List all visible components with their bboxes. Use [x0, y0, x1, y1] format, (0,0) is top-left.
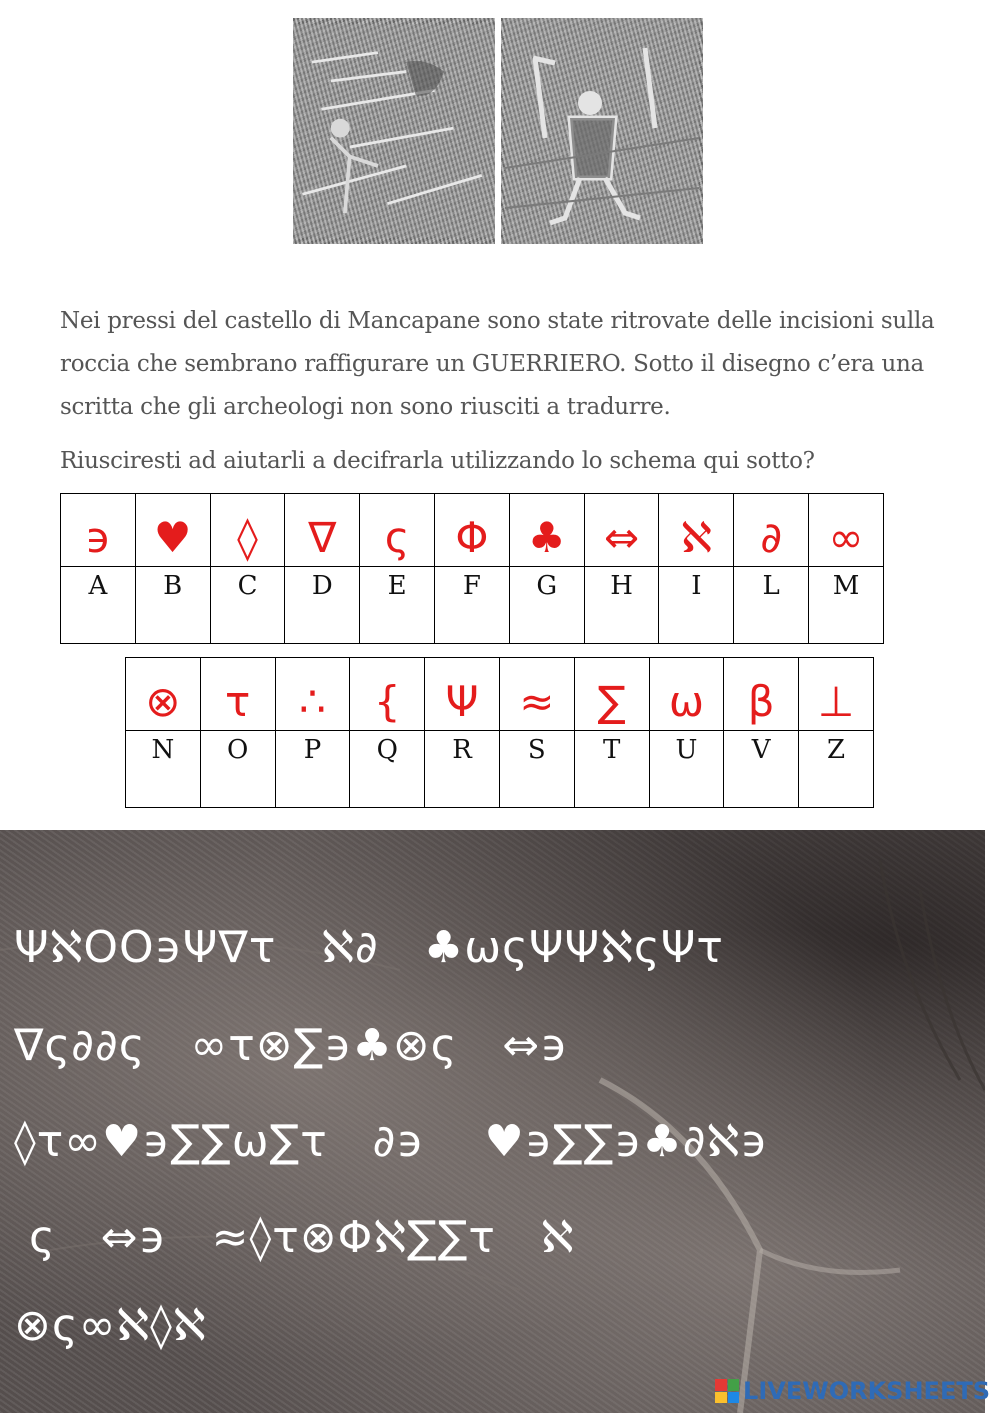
coded-line-1: ΨℵΟΟ϶Ψ∇τ ℵ∂ ♣ωςΨΨℵςΨτ — [14, 922, 724, 973]
cipher-table-n-z — [125, 657, 874, 808]
symbol-c: ◊ — [210, 494, 285, 567]
letter-u: U — [649, 731, 724, 808]
symbol-l: ∂ — [734, 494, 809, 567]
letter-g: G — [509, 567, 584, 644]
symbol-b: ♥ — [135, 494, 210, 567]
symbol-q: { — [350, 658, 425, 731]
symbol-a: ϶ — [61, 494, 136, 567]
symbol-i: ℵ — [659, 494, 734, 567]
rock-engraving-photos — [293, 18, 703, 244]
cipher-table-a-m — [60, 493, 884, 644]
symbol-f: Φ — [434, 494, 509, 567]
symbol-t: ∑ — [574, 658, 649, 731]
warrior-engraving-right-icon — [501, 18, 703, 244]
letter-q: Q — [350, 731, 425, 808]
coded-line-2: ∇ς∂∂ς ∞τ⊗∑϶♣⊗ς ⇔϶ — [14, 1020, 569, 1071]
letter-h: H — [584, 567, 659, 644]
letter-o: O — [200, 731, 275, 808]
symbol-g: ♣ — [509, 494, 584, 567]
letter-t: T — [574, 731, 649, 808]
symbol-r: Ψ — [425, 658, 500, 731]
letter-e: E — [360, 567, 435, 644]
question-text: Riusciresti ad aiutarli a decifrarla utilizzando lo schema qui sotto? — [60, 448, 815, 474]
letter-n: N — [126, 731, 201, 808]
letter-d: D — [285, 567, 360, 644]
letter-s: S — [499, 731, 574, 808]
symbol-o: τ — [200, 658, 275, 731]
letter-z: Z — [799, 731, 874, 808]
letter-v: V — [724, 731, 799, 808]
symbol-p: ∴ — [275, 658, 350, 731]
liveworksheets-watermark — [715, 1377, 990, 1405]
watermark-text: LIVEWORKSHEETS — [743, 1377, 990, 1405]
letter-f: F — [434, 567, 509, 644]
symbol-m: ∞ — [809, 494, 884, 567]
symbol-v: β — [724, 658, 799, 731]
letter-b: B — [135, 567, 210, 644]
intro-paragraph: Nei pressi del castello di Mancapane sono state ritrovate delle incisioni sulla roccia che sembrano raffigurare un GUERRIERO. Sotto il disegno c’era una scritta che gli archeologi non sono riusciti a tradurre. — [60, 308, 935, 420]
symbol-s: ≈ — [499, 658, 574, 731]
warrior-engraving-left-icon — [293, 18, 495, 244]
letter-m: M — [809, 567, 884, 644]
engraving-photo-right — [501, 18, 703, 244]
stone-background — [0, 830, 985, 1413]
coded-line-4: ς ⇔϶ ≈◊τ⊗Φℵ∑∑τ ℵ — [14, 1212, 575, 1263]
symbol-n: ⊗ — [126, 658, 201, 731]
letter-a: A — [61, 567, 136, 644]
letter-c: C — [210, 567, 285, 644]
coded-line-3: ◊τ∞♥϶∑∑ω∑τ ∂϶ ♥϶∑∑϶♣∂ℵ϶ — [14, 1116, 769, 1167]
symbol-d: ∇ — [285, 494, 360, 567]
liveworksheets-logo-icon — [715, 1379, 739, 1403]
intro-text — [60, 300, 960, 429]
letter-p: P — [275, 731, 350, 808]
symbol-h: ⇔ — [584, 494, 659, 567]
symbol-u: ω — [649, 658, 724, 731]
letter-r: R — [425, 731, 500, 808]
symbol-z: ⊥ — [799, 658, 874, 731]
letter-l: L — [734, 567, 809, 644]
coded-line-5: ⊗ς∞ℵ◊ℵ — [14, 1300, 207, 1351]
engraving-photo-left — [293, 18, 495, 244]
symbol-e: ς — [360, 494, 435, 567]
letter-i: I — [659, 567, 734, 644]
